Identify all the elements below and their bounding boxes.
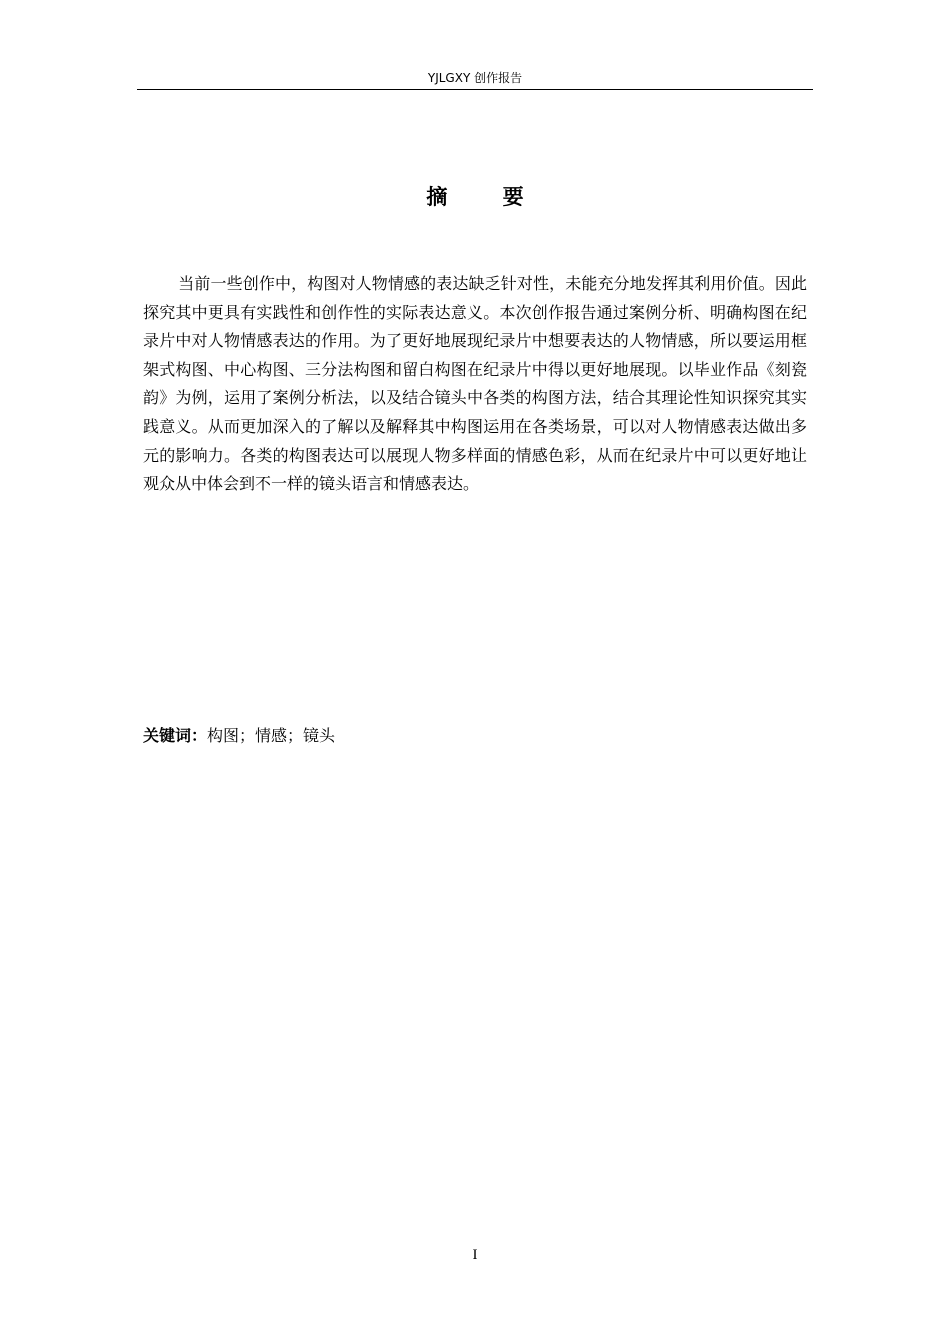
keywords-value: 构图；情感；镜头: [207, 726, 336, 745]
abstract-body: 当前一些创作中，构图对人物情感的表达缺乏针对性，未能充分地发挥其利用价值。因此探究其中更具有实践性和创作性的实际表达意义。本次创作报告通过案例分析、明确构图在纪录片中对人物情感表达的作用。为了更好地展现纪录片中想要表达的人物情感，所以要运用框架式构图、中心构图、三分法构图和留白构图在纪录片中得以更好地展现。以毕业作品《刻瓷韵》为例，运用了案例分析法，以及结合镜头中各类的构图方法，结合其理论性知识探究其实践意义。从而更加深入的了解以及解释其中构图运用在各类场景，可以对人物情感表达做出多元的影响力。各类的构图表达可以展现人物多样面的情感色彩，从而在纪录片中可以更好地让观众从中体会到不一样的镜头语言和情感表达。: [143, 274, 807, 494]
page-header: [137, 68, 813, 90]
abstract-title: 摘 要: [426, 185, 548, 209]
header-text: YJLGXY 创作报告: [427, 71, 523, 85]
keywords-label: 关键词：: [143, 726, 208, 745]
keywords-line: [143, 722, 807, 750]
page-number: I: [472, 1247, 478, 1263]
